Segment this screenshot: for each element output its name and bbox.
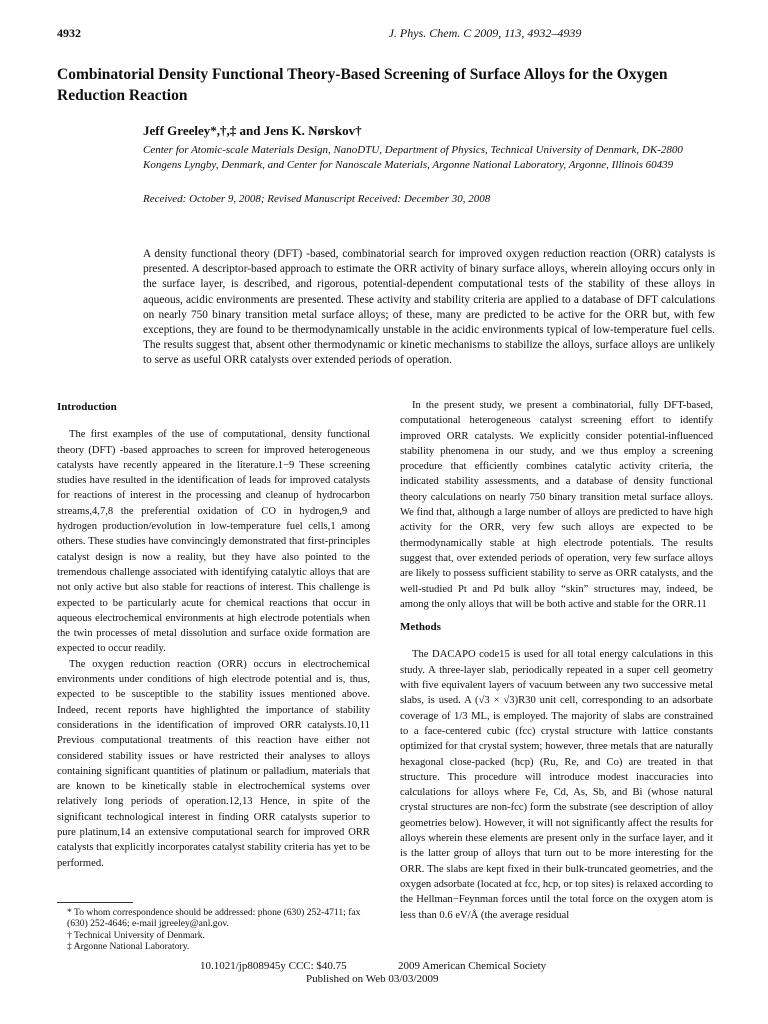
article-title: Combinatorial Density Functional Theory-Based Screening of Surface Alloys for the Oxygen Reduction Reaction <box>57 66 668 104</box>
abstract: A density functional theory (DFT) -based, combinatorial search for improved oxygen reduction reaction (ORR) catalysts is presented. A descriptor-based approach to estimate the ORR activity of binary surface alloys, wherein alloying occurs only in the surface layer, is described, and rigorous, potential-dependent computational tests of the stability of these alloys in aqueous, acidic environments are presented. These activity and stability criteria are applied to a database of DFT calculations on nearly 750 binary transition metal surface alloys; of these, many are predicted to be active for the ORR but, with few exceptions, they are found to be thermodynamically unstable in the acidic environments typical of low-temperature fuel cells. The results suggest that, absent other thermodynamic or kinetic mechanisms to stabilize the alloys, surface alloys are unlikely to serve as useful ORR catalysts over extended periods of operation. <box>143 248 715 367</box>
introduction-heading: Introduction <box>57 401 117 413</box>
left-column <box>57 398 370 871</box>
received-dates: Received: October 9, 2008; Revised Manuscript Received: December 30, 2008 <box>143 193 491 205</box>
intro-paragraph-1: The first examples of the use of computational, density functional theory (DFT) -based approaches to screen for improved heterogeneous catalysts have recently appeared in the literature.1−9 These screening studies have resulted in the identification of leads for improved catalysts for reactions of interest in the processing and cleanup of hydrocarbon streams,4,7,8 the preferential oxidation of CO in hydrogen,9 and hydrogen production/evolution in low-temperature fuel cells,1 among others. These studies have convincingly demonstrated that first-principles catalyst design is now a reality, but they have also pointed to the tremendous challenge associated with identifying catalytic alloys that are not only active but also stable for reactions of interest. This challenge is expected to be particularly acute for chemical reactions that occur in aqueous electrochemical environments at high electrode potentials when the twin processes of metal dissolution and surface oxide formation are expected to occur readily. <box>57 429 370 655</box>
footnote-rule <box>57 902 133 903</box>
footnotes <box>57 907 370 952</box>
footnote-correspondence: * To whom correspondence should be addressed: phone (630) 252-4711; fax (630) 252-4646; e-mail jgreeley@anl.gov. <box>67 907 361 930</box>
author-affiliation: Center for Atomic-scale Materials Design, NanoDTU, Department of Physics, Technical University of Denmark, DK-2800 Kongens Lyngby, Denmark, and Center for Nanoscale Materials, Argonne National Laboratory, Argonne, Illinois 60439 <box>143 144 683 171</box>
right-column <box>400 398 713 923</box>
doi-price: 10.1021/jp808945y CCC: $40.75 <box>200 960 347 972</box>
journal-citation: J. Phys. Chem. C 2009, 113, 4932–4939 <box>388 26 582 40</box>
methods-heading: Methods <box>400 621 441 634</box>
author-list: Jeff Greeley*,†,‡ and Jens K. Nørskov† <box>143 123 362 138</box>
methods-paragraph-1: The DACAPO code15 is used for all total energy calculations in this study. A three-layer slab, periodically repeated in a super cell geometry with five equivalent layers of vacuum between any two successive metal slabs, is used. A (√3 × √3)R30 unit cell, corresponding to an adsorbate coverage of 1/3 ML, is employed. The majority of slabs are constrained to a face-centered cubic (fcc) crystal structure with lattice constants optimized for that crystal system; however, three metals that are naturally hexagonal close-packed (hcp) (Ru, Re, and Co) are treated in that structure. This procedure will introduce modest inaccuracies into calculations for alloys where Fe, Cd, As, Sb, and Bi (whose natural crystal structures are non-fcc) form the substrate (see description of alloy geometries below). However, it will not significantly affect the results for alloys wherein these elements are present only in the surface layer, and it is the latter group of alloys that turn out to be more interesting for the ORR. The slabs are kept fixed in their bulk-truncated geometries, and the oxygen adsorbate (located at fcc, hcp, or top sites) is relaxed according to the Hellman−Feynman forces until the total force on the oxygen atom is less than 0.6 eV/Å (the average residual <box>400 649 713 921</box>
page-number: 4932 <box>57 26 81 40</box>
intro-paragraph-2: The oxygen reduction reaction (ORR) occurs in electrochemical environments under conditions of high electrode potential and is, thus, expected to be susceptible to the stability issues mentioned above. Indeed, recent reports have highlighted the importance of stability considerations in the identification of improved ORR catalysts.10,11 Previous computational treatments of this reaction have either not considered stability issues or have restricted their analyses to alloys containing significant quantities of platinum or palladium, materials that are known to be kinetically stable in electrochemical systems over relatively long periods of operation.12,13 Hence, in spite of the significant technological interest in finding ORR catalysts superior to pure platinum,14 an extensive computational search for improved ORR catalysts that explicitly incorporates catalyst stability criteria has yet to be performed. <box>57 658 371 869</box>
publication-date: Published on Web 03/03/2009 <box>306 973 439 985</box>
footnote-argonne: ‡ Argonne National Laboratory. <box>67 940 190 952</box>
footnote-dtu: † Technical University of Denmark. <box>67 929 205 941</box>
intro-paragraph-3: In the present study, we present a combinatorial, fully DFT-based, computational heterogeneous catalyst screening effort to identify improved ORR catalysts. We explicitly consider potential-influenced stability phenomena in our study, and we thus employ a screening procedure that efficiently combines catalytic activity criteria, the indicated stability assessments, and a database of density functional theory calculations on nearly 750 binary transition metal surface alloys. We find that, although a large number of alloys are predicted to have high activity for the ORR, very few such alloys are expected to be thermodynamically stable at high electrode potentials. The results suggest that, over extended periods of operation, very few surface alloys are likely to possess sufficient stability to serve as ORR catalysts, and the well-studied Pt and Pd bulk alloy “skin” structures may, indeed, be among the only alloys that will be both active and stable for the ORR.11 <box>400 400 713 610</box>
copyright-society: 2009 American Chemical Society <box>398 960 547 972</box>
